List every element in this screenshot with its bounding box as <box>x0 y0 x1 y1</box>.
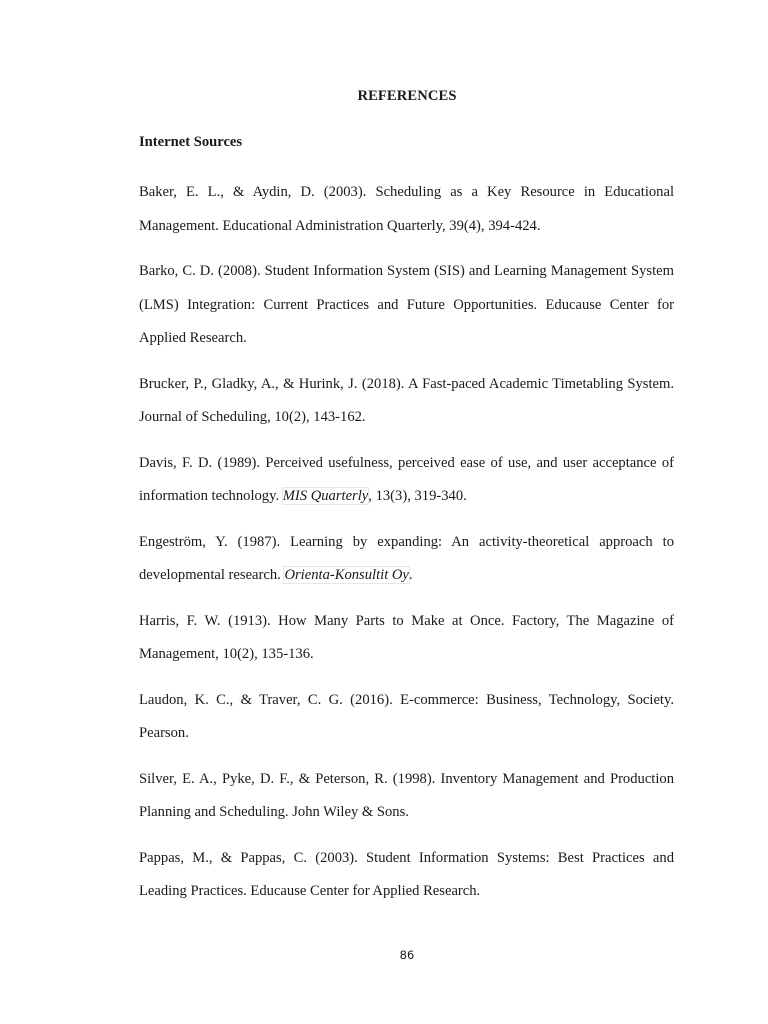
page-number: 86 <box>399 948 415 962</box>
reference-item <box>139 447 674 514</box>
section-heading: Internet Sources <box>139 134 243 150</box>
reference-item <box>139 763 674 830</box>
reference-item <box>139 684 674 751</box>
reference-text: Baker, E. L., & Aydin, D. (2003). Scheduling as a Key Resource in Educational Management. Educational Administration Quarterly, 39(4), 394-424. <box>139 184 674 234</box>
reference-item <box>139 368 674 435</box>
reference-item <box>139 842 674 909</box>
reference-item <box>139 176 674 243</box>
reference-text: Laudon, K. C., & Traver, C. G. (2016). E-commerce: Business, Technology, Society. Pearson. <box>139 691 674 741</box>
reference-text: Silver, E. A., Pyke, D. F., & Peterson, R. (1998). Inventory Management and Production Planning and Scheduling. John Wiley & Sons. <box>139 770 674 820</box>
reference-text: Pappas, M., & Pappas, C. (2003). Student Information Systems: Best Practices and Leading Practices. Educause Center for Applied Research. <box>139 849 674 899</box>
reference-item <box>139 605 674 672</box>
reference-journal: Orienta-Konsultit Oy <box>284 567 409 583</box>
reference-text: Davis, F. D. (1989). Perceived usefulness, perceived ease of use, and user acceptance of information technology. <box>139 454 674 504</box>
reference-item <box>139 255 674 356</box>
reference-item <box>139 526 674 593</box>
reference-text: Barko, C. D. (2008). Student Information System (SIS) and Learning Management System (LMS) Integration: Current Practices and Future Opportunities. Educause Center for Applied Research. <box>139 263 674 346</box>
reference-tail: . <box>408 567 413 583</box>
reference-list <box>139 176 674 921</box>
reference-journal: MIS Quarterly <box>282 488 369 504</box>
reference-tail: , 13(3), 319-340. <box>368 488 467 504</box>
reference-text: Engeström, Y. (1987). Learning by expanding: An activity-theoretical approach to developmental research. <box>139 533 674 583</box>
reference-text: Brucker, P., Gladky, A., & Hurink, J. (2018). A Fast-paced Academic Timetabling System. Journal of Scheduling, 10(2), 143-162. <box>139 375 674 425</box>
page-title: REFERENCES <box>357 88 457 104</box>
reference-text: Harris, F. W. (1913). How Many Parts to Make at Once. Factory, The Magazine of Management, 10(2), 135-136. <box>139 612 674 662</box>
